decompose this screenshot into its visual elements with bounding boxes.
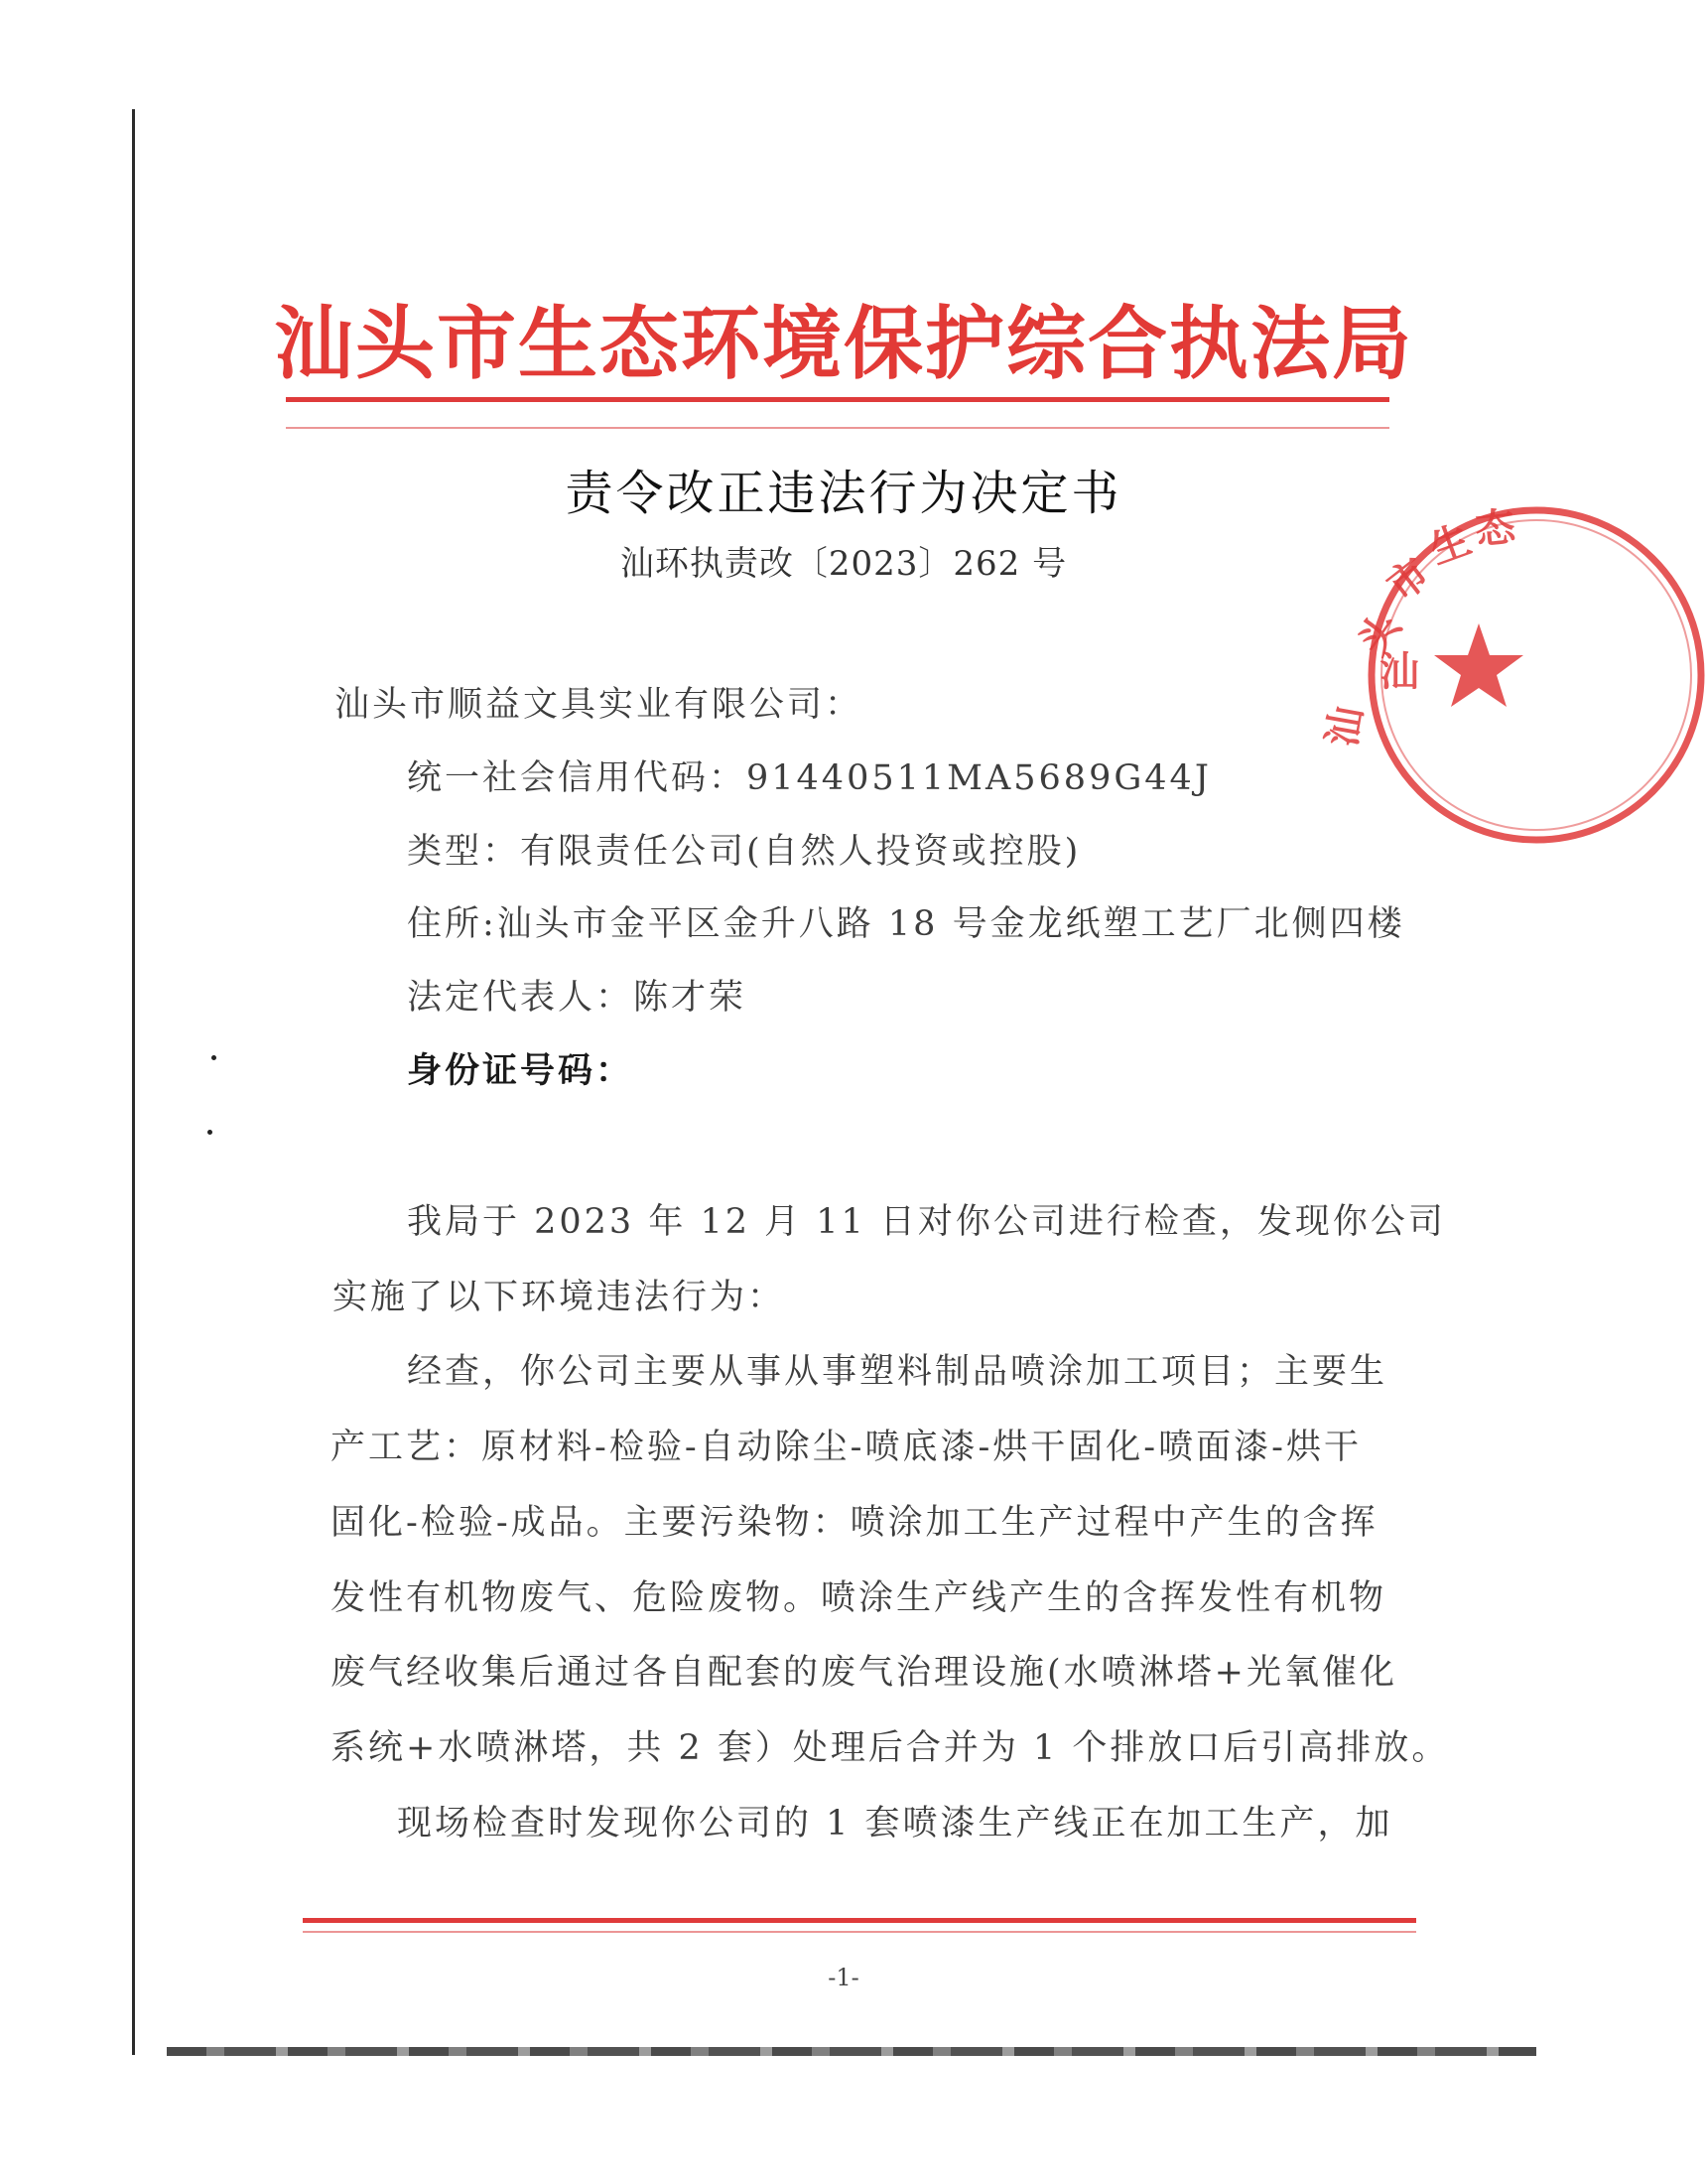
scan-edge [132,109,135,2055]
body-line: 固化-检验-成品。主要污染物：喷涂加工生产过程中产生的含挥 [330,1503,1379,1543]
body-line: 实施了以下环境违法行为： [332,1278,786,1317]
svg-text:生: 生 [1423,516,1478,574]
id-number-label: 身份证号码： [407,1050,634,1091]
recipient-company: 汕头市顺益文具实业有限公司： [334,685,863,725]
body-line: 产工艺：原材料-检验-自动除尘-喷底漆-烘干固化-喷面漆-烘干 [330,1428,1362,1467]
company-type: 类型：有限责任公司(自然人投资或控股) [407,832,1082,872]
svg-text:态: 态 [1473,503,1517,554]
body-line: 废气经收集后通过各自配套的废气治理设施(水喷淋塔+光氧催化 [330,1653,1397,1693]
svg-text:汕: 汕 [1379,649,1419,695]
svg-text:汕: 汕 [1319,703,1372,751]
header-red-rule-thin [286,427,1389,429]
company-address: 住所:汕头市金平区金升八路 18 号金龙纸塑工艺厂北侧四楼 [407,904,1405,944]
header-red-rule [286,397,1389,402]
credit-code: 统一社会信用代码：91440511MA5689G44J [407,758,1212,798]
body-line: 现场检查时发现你公司的 1 套喷漆生产线正在加工生产，加 [397,1804,1393,1843]
body-line: 系统+水喷淋塔，共 2 套）处理后合并为 1 个排放口后引高排放。 [330,1728,1450,1768]
body-line: 发性有机物废气、危险废物。喷涂生产线产生的含挥发性有机物 [330,1578,1387,1618]
page-number: -1- [828,1964,859,1991]
footer-red-rule-thin [303,1931,1416,1933]
footer-red-rule [303,1918,1416,1923]
scan-bottom-edge [167,2047,1536,2056]
body-line: 经查，你公司主要从事从事塑料制品喷涂加工项目；主要生 [407,1352,1388,1392]
legal-representative: 法定代表人：陈才荣 [407,978,747,1018]
issuing-authority-title: 汕头市生态环境保护综合执法局 [274,298,1413,390]
scan-speck [211,1055,216,1060]
document-title: 责令改正违法行为决定书 [565,466,1122,521]
body-line: 我局于 2023 年 12 月 11 日对你公司进行检查，发现你公司 [407,1202,1446,1242]
svg-text:头: 头 [1350,605,1410,664]
scan-speck [207,1130,212,1135]
svg-text:市: 市 [1379,550,1439,611]
document-number: 汕环执责改〔2023〕262 号 [619,544,1068,584]
official-seal [1319,496,1528,854]
